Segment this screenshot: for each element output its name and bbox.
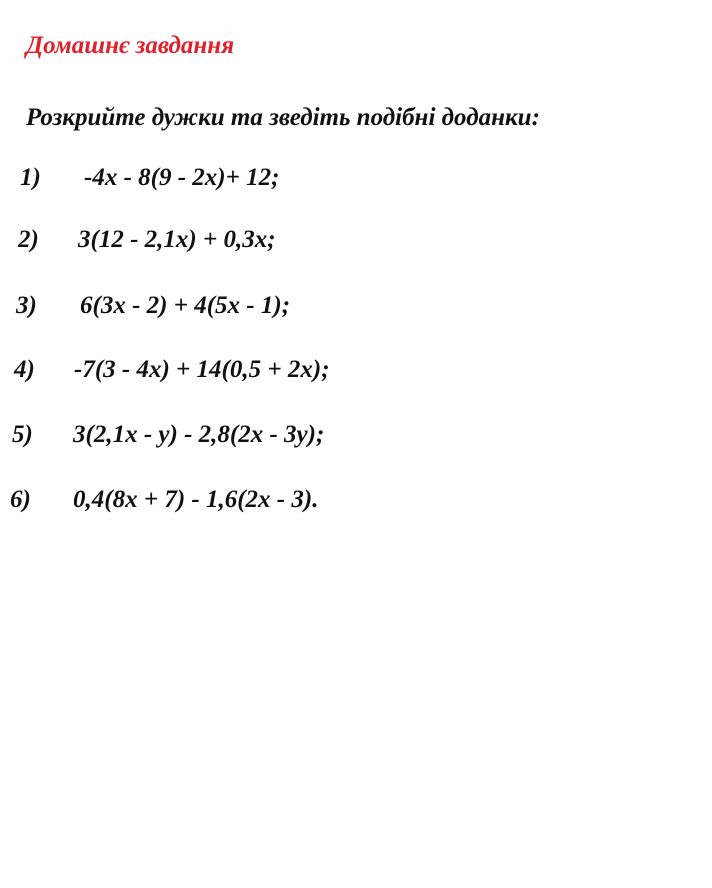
task-expression: 0,4(8x + 7) - 1,6(2x - 3).	[73, 486, 319, 513]
task-expression: 3(2,1x - y) - 2,8(2x - 3y);	[73, 421, 325, 448]
task-number: 6)	[10, 486, 31, 513]
task-number: 1)	[20, 164, 41, 191]
task-expression: 3(12 - 2,1x) + 0,3x;	[78, 226, 276, 253]
instruction-text: Розкрийте дужки та зведіть подібні доданки:	[26, 104, 540, 131]
task-expression: 6(3x - 2) + 4(5x - 1);	[80, 292, 291, 319]
task-number: 4)	[14, 356, 35, 383]
task-number: 3)	[16, 292, 37, 319]
task-number: 5)	[12, 421, 33, 448]
task-expression: -7(3 - 4x) + 14(0,5 + 2x);	[74, 356, 330, 383]
task-expression: -4x - 8(9 - 2x)+ 12;	[84, 164, 280, 191]
page-title: Домашнє завдання	[26, 32, 235, 59]
task-number: 2)	[18, 226, 39, 253]
